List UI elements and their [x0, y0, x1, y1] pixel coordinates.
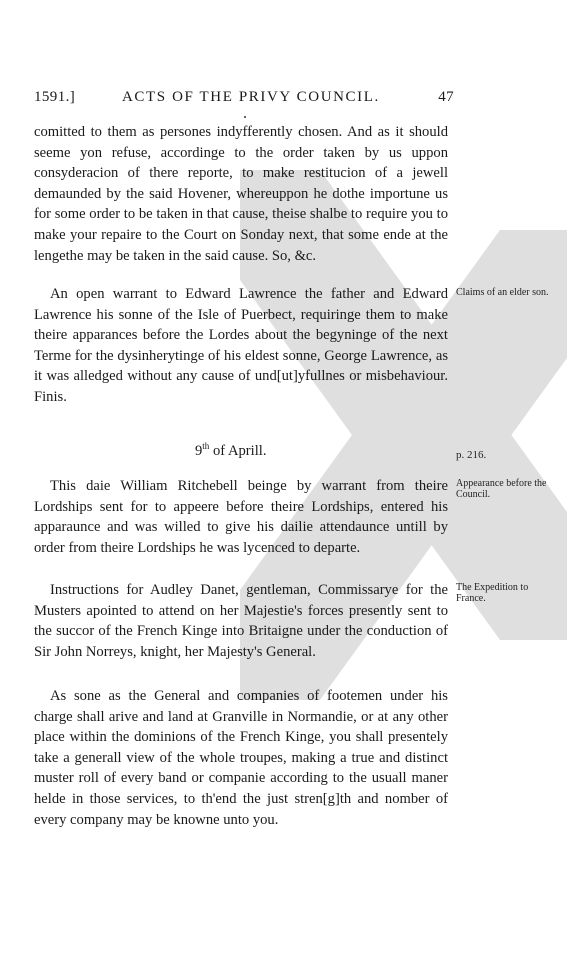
paragraph-instructions-danet [34, 580, 448, 662]
paragraph-text: This daie William Ritchebell beinge by warrant from theire Lordships sent for to appeere before theire Lordships, entered his apparaunce and was willed to give his dailie attendaunce untill by order from theire Lordships he was lycenced to departe. [34, 478, 448, 556]
margin-note-appearance: Appearance before the Council. [456, 478, 547, 500]
date-suffix: th [202, 441, 210, 452]
paragraph-text: As sone as the General and companies of footemen under his charge shall arive and land at Granville in Normandie, or at any other place within the dominions of the French Kinge, you shall presentely take a generall view of the whole troupes, making a true and distinct muster roll of every band or companie according to the usuall maner helde in those services, to th'end the just stren[g]th and nomber of every company may be knowne unto you. [34, 688, 448, 828]
header-title: ACTS OF THE PRIVY COUNCIL. [122, 89, 380, 105]
date-day: 9 [195, 443, 203, 459]
margin-note-claims: Claims of an elder son. [456, 287, 549, 298]
paragraph-text: comitted to them as persones indyfferently chosen. And as it should seeme yon refuse, accordinge to the order taken by us uppon consyderacion of there reporte, to make restitucion of a jewell demaunded by the said Hovener, whereuppon he dothe importune us for some order to be taken in that cause, theise shalbe to require you to make your repaire to the Court on Sonday next, that some ende at the lengethe may be taken in the said cause. So, &c. [34, 124, 448, 264]
header-year: 1591.] [34, 89, 76, 105]
paragraph-warrant-lawrence [34, 284, 448, 408]
paragraph-ritchebell [34, 476, 448, 558]
margin-note-page-ref: p. 216. [456, 449, 487, 461]
date-rest: of Aprill. [209, 443, 267, 459]
paragraph-continuation [34, 122, 448, 266]
running-header [34, 89, 454, 109]
header-dot [244, 116, 246, 118]
paragraph-text: Instructions for Audley Danet, gentleman, Commissarye for the Musters apointed to attend on her Majestie's forces presently sent to the succor of the French Kinge into Britaigne under the conduction of Sir John Norreys, knight, her Majesty's General. [34, 582, 448, 660]
paragraph-text: An open warrant to Edward Lawrence the father and Edward Lawrence his sonne of the Isle of Puerbect, requiringe them to make theire apparances before the Lordes about the begyninge of the next Terme for the dysinherytinge of his eldest sonne, George Lawrence, as it was alledged without any cause of und[ut]yfullnes or misbehaviour. Finis. [34, 286, 448, 405]
page-number: 47 [438, 89, 454, 105]
paragraph-muster [34, 686, 448, 830]
margin-note-expedition: The Expedition to France. [456, 582, 529, 604]
